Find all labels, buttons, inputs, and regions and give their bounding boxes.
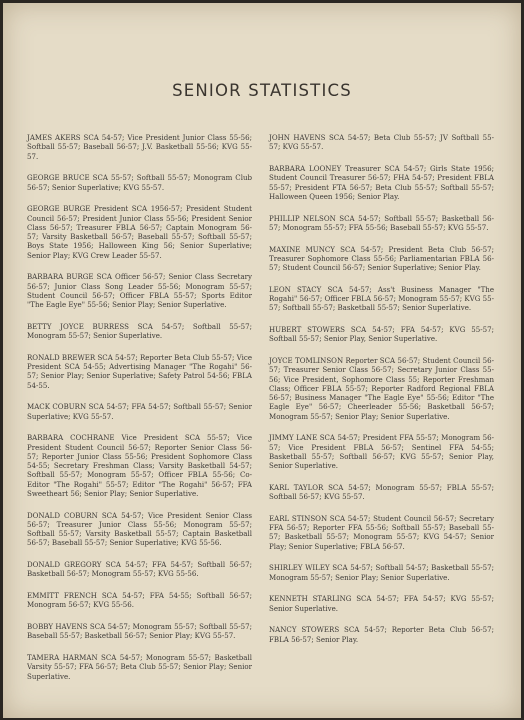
senior-entry: BARBARA LOONEY Treasurer SCA 54-57; Girls State 1956; Student Council Treasurer 56-57; FHA 54-57; President FBLA 55-57; President FTA 56-57; Beta Club 55-57; Softball 55-57; Halloween Queen 1956; Senior Play. — [269, 164, 494, 201]
senior-entry: SHIRLEY WILEY SCA 54-57; Softball 54-57; Basketball 55-57; Monogram 55-57; Senior Play; Senior Superlative. — [269, 563, 494, 582]
senior-entry: DONALD GREGORY SCA 54-57; FFA 54-57; Softball 56-57; Basketball 56-57; Monogram 55-57; KVG 55-56. — [27, 560, 252, 579]
senior-entry: GEORGE BURGE President SCA 1956-57; President Student Council 56-57; President Junior Class 55-56; President Senior Class 56-57; Treasurer FBLA 56-57; Captain Monogram 56-57; Varsity Basketball 56-57; Baseball 55-57; Softball 55-57; Boys State 1956; Halloween King 56; Senior Superlative; Senior Play; KVG Crew Leader 55-57. — [27, 204, 252, 260]
senior-entry: MACK COBURN SCA 54-57; FFA 54-57; Softball 55-57; Senior Superlative; KVG 55-57. — [27, 402, 252, 421]
senior-entry: JOYCE TOMLINSON Reporter SCA 56-57; Student Council 56-57; Treasurer Senior Class 56-57; Secretary Junior Class 55-56; Vice President, Sophomore Class 55; Reporter Freshman Class; Officer FBLA 55-57; Reporter Radford Regional FBLA 56-57; Business Manager "The Eagle Eye" 55-56; Editor "The Eagle Eye" 56-57; Cheerleader 55-56; Basketball 56-57; Monogram 55-57; Senior Play; Senior Superlative. — [269, 356, 494, 421]
senior-entry: RONALD BREWER SCA 54-57; Reporter Beta Club 55-57; Vice President SCA 54-55; Advertising Manager "The Rogahi" 56-57; Senior Play; Senior Superlative; Safety Patrol 54-56; FBLA 54-55. — [27, 352, 252, 390]
senior-entry: NANCY STOWERS SCA 54-57; Reporter Beta Club 56-57; FBLA 56-57; Senior Play. — [269, 625, 494, 644]
senior-entry: EARL STINSON SCA 54-57; Student Council 56-57; Secretary FFA 56-57; Reporter FFA 55-56; Softball 55-57; Baseball 55-57; Basketball 55-57; Monogram 55-57; KVG 54-57; Senior Play; Senior Superlative; FBLA 56-57. — [269, 513, 494, 551]
yearbook-page — [3, 3, 521, 718]
senior-entry: BETTY JOYCE BURRESS SCA 54-57; Softball 55-57; Monogram 55-57; Senior Superlative. — [27, 321, 252, 340]
senior-entry: TAMERA HARMAN SCA 54-57; Monogram 55-57; Basketball Varsity 55-57; FFA 56-57; Beta Club 55-57; Senior Play; Senior Superlative. — [27, 653, 252, 681]
senior-entry: MAXINE MUNCY SCA 54-57; President Beta Club 56-57; Treasurer Sophomore Class 55-56; Parliamentarian FBLA 56-57; Student Council 56-57; Senior Superlative; Senior Play. — [269, 244, 494, 272]
senior-entry: JOHN HAVENS SCA 54-57; Beta Club 55-57; JV Softball 55-57; KVG 55-57. — [269, 133, 494, 152]
senior-entry: LEON STACY SCA 54-57; Ass't Business Manager "The Rogahi" 56-57; Officer FBLA 56-57; Monogram 55-57; KVG 55-57; Softball 55-57; Basketball 55-57; Senior Superlative. — [269, 284, 494, 313]
senior-entry: KARL TAYLOR SCA 54-57; Monogram 55-57; FBLA 55-57; Softball 56-57; KVG 55-57. — [269, 482, 494, 501]
senior-entry: KENNETH STARLING SCA 54-57; FFA 54-57; KVG 55-57; Senior Superlative. — [269, 594, 494, 613]
senior-entry: BARBARA COCHRANE Vice President SCA 55-57; Vice President Student Council 56-57; Reporter Senior Class 56-57; Reporter Junior Class 55-56; President Sophomore Class 54-55; Secretary Freshman Class; Varsity Basketball 54-57; Softball 55-57; Monogram 55-57; Officer FBLA 55-56; Co-Editor "The Rogahi" 55-57; Editor "The Rogahi" 56-57; FFA Sweetheart 56; Senior Play; Senior Superlative. — [27, 433, 252, 498]
left-column — [27, 133, 252, 693]
right-column — [269, 133, 494, 656]
senior-entry: HUBERT STOWERS SCA 54-57; FFA 54-57; KVG 55-57; Softball 55-57; Senior Play, Senior Superlative. — [269, 325, 494, 344]
senior-entry: JAMES AKERS SCA 54-57; Vice President Junior Class 55-56; Softball 55-57; Baseball 56-57; J.V. Basketball 55-56; KVG 55-57. — [27, 133, 252, 161]
senior-entry: PHILLIP NELSON SCA 54-57; Softball 55-57; Basketball 56-57; Monogram 55-57; FFA 55-56; Baseball 55-57; KVG 55-57. — [269, 213, 494, 232]
senior-entry: DONALD COBURN SCA 54-57; Vice President Senior Class 56-57; Treasurer Junior Class 55-56; Monogram 55-57; Softball 55-57; Varsity Basketball 55-57; Captain Basketball 56-57; Baseball 55-57; Senior Superlative; KVG 55-56. — [27, 510, 252, 548]
senior-entry: BARBARA BURGE SCA Officer 56-57; Senior Class Secretary 56-57; Junior Class Song Leader 55-56; Monogram 55-57; Student Council 56-57; Officer FBLA 55-57; Sports Editor "The Eagle Eye" 55-56; Senior Play; Senior Superlative. — [27, 272, 252, 309]
senior-entry: GEORGE BRUCE SCA 55-57; Softball 55-57; Monogram Club 56-57; Senior Superlative; KVG 55-57. — [27, 173, 252, 192]
senior-entry: EMMITT FRENCH SCA 54-57; FFA 54-55; Softball 56-57; Monogram 56-57; KVG 55-56. — [27, 591, 252, 610]
senior-entry: BOBBY HAVENS SCA 54-57; Monogram 55-57; Softball 55-57; Baseball 55-57; Basketball 56-57; Senior Play; KVG 55-57. — [27, 622, 252, 641]
page-title: SENIOR STATISTICS — [172, 81, 352, 100]
senior-entry: JIMMY LANE SCA 54-57; President FFA 55-57; Monogram 56-57; Vice President FBLA 56-57; Sentinel FFA 54-55; Basketball 55-57; Softball 56-57; KVG 55-57; Senior Play, Senior Superlative. — [269, 433, 494, 470]
